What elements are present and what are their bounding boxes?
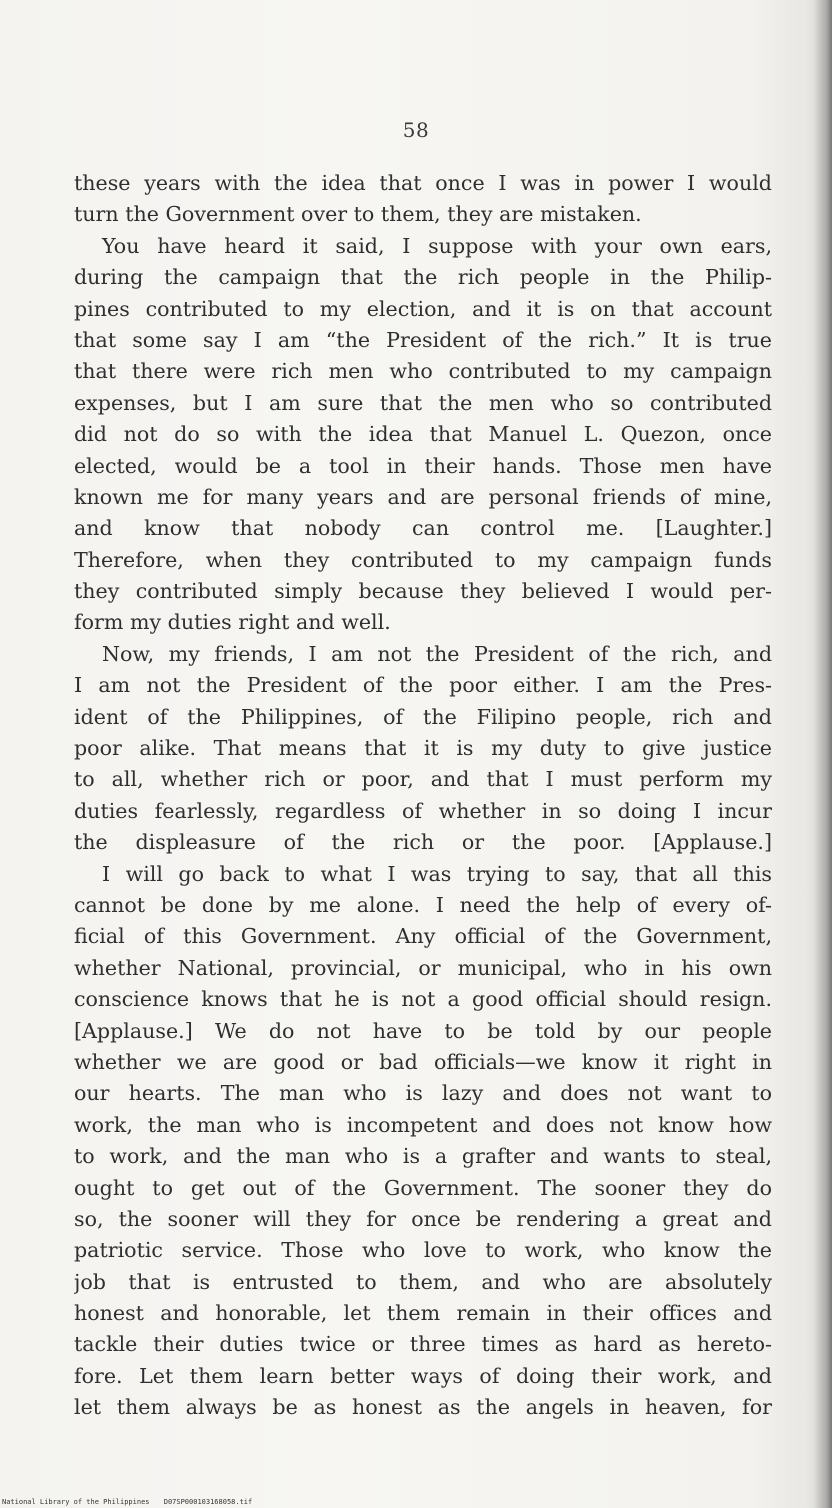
text-line: they contributed simply because they believed I would per- xyxy=(74,579,772,604)
text-line: form my duties right and well. xyxy=(74,610,391,635)
text-line: You have heard it said, I suppose with your own ears, xyxy=(102,233,772,258)
text-line: that there were rich men who contributed to my campaign xyxy=(74,359,772,384)
scan-footer xyxy=(2,1498,252,1506)
text-line: pines contributed to my election, and it is on that account xyxy=(74,296,772,321)
text-line: poor alike. That means that it is my duty to give justice xyxy=(74,736,772,761)
text-line: job that is entrusted to them, and who are absolutely xyxy=(74,1269,772,1294)
text-line: whether we are good or bad officials—we know it right in xyxy=(74,1049,772,1074)
text-line: elected, would be a tool in their hands. Those men have xyxy=(74,453,772,478)
text-line: patriotic service. Those who love to work, who know the xyxy=(74,1238,772,1263)
text-line: these years with the idea that once I was in power I would xyxy=(74,171,772,195)
text-line: that some say I am “the President of the rich.” It is true xyxy=(74,327,772,352)
text-line: I am not the President of the poor either. I am the Pres- xyxy=(74,673,772,698)
text-line: ought to get out of the Government. The sooner they do xyxy=(74,1175,772,1200)
text-line: and know that nobody can control me. [Laughter.] xyxy=(74,516,772,541)
text-line: Now, my friends, I am not the President of the rich, and xyxy=(102,641,772,666)
file-identifier: D07SP000103168058.tif xyxy=(163,1498,253,1506)
text-line: honest and honorable, let them remain in their offices and xyxy=(74,1301,772,1326)
text-line: during the campaign that the rich people in the Philip- xyxy=(74,265,772,290)
text-line: cannot be done by me alone. I need the help of every of- xyxy=(74,892,772,917)
text-line: to all, whether rich or poor, and that I must perform my xyxy=(74,767,772,792)
text-line: [Applause.] We do not have to be told by our people xyxy=(74,1018,772,1043)
library-credit: National Library of the Philippines xyxy=(2,1498,150,1506)
text-line: fore. Let them learn better ways of doing their work, and xyxy=(74,1363,772,1388)
text-line: work, the man who is incompetent and does not know how xyxy=(74,1112,772,1137)
text-line: so, the sooner will they for once be rendering a great and xyxy=(74,1206,772,1231)
binding-shadow xyxy=(814,0,832,1508)
text-line: did not do so with the idea that Manuel L. Quezon, once xyxy=(74,422,772,447)
text-line: ficial of this Government. Any official of the Government, xyxy=(74,924,772,949)
text-line: known me for many years and are personal friends of mine, xyxy=(74,484,772,509)
text-line: turn the Government over to them, they are mistaken. xyxy=(74,202,642,227)
page-number: 58 xyxy=(402,118,430,142)
text-line: expenses, but I am sure that the men who so contributed xyxy=(74,390,772,415)
text-line: whether National, provincial, or municipal, who in his own xyxy=(74,955,772,980)
text-line: conscience knows that he is not a good official should resign. xyxy=(74,987,772,1012)
text-line: let them always be as honest as the angels in heaven, for xyxy=(74,1395,772,1420)
text-line: ident of the Philippines, of the Filipino people, rich and xyxy=(74,704,772,729)
text-line: tackle their duties twice or three times as hard as hereto- xyxy=(74,1332,772,1357)
text-line: to work, and the man who is a grafter and wants to steal, xyxy=(74,1144,772,1169)
text-line: duties fearlessly, regardless of whether in so doing I incur xyxy=(74,798,772,823)
text-line: our hearts. The man who is lazy and does not want to xyxy=(74,1081,772,1106)
text-line: the displeasure of the rich or the poor. [Applause.] xyxy=(74,830,772,855)
text-line: Therefore, when they contributed to my campaign funds xyxy=(74,547,772,572)
body-text xyxy=(74,168,772,1424)
text-line: I will go back to what I was trying to say, that all this xyxy=(102,861,772,886)
